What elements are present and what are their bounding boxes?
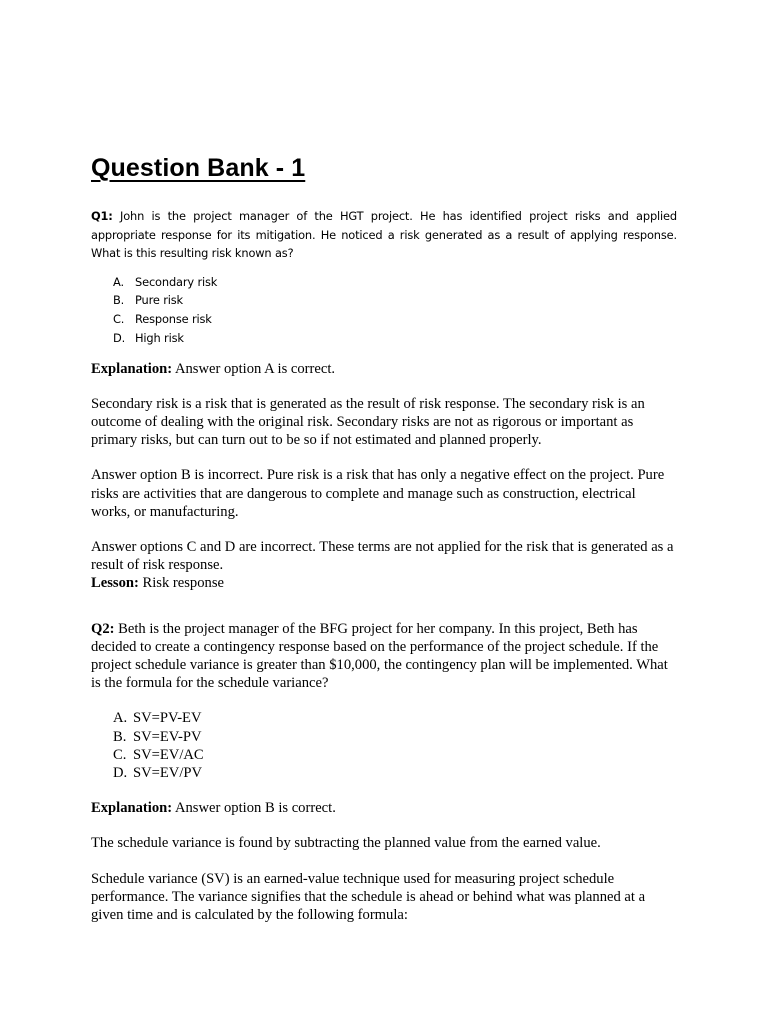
option-text: SV=PV-EV (133, 710, 202, 727)
explanation-paragraph: Answer options C and D are incorrect. These terms are not applied for the risk that is generated as a result of risk response. (91, 539, 674, 574)
explanation-paragraph: Answer option B is incorrect. Pure risk is a risk that has only a negative effect on the project. Pure risks are activities that are dangerous to complete and manage such as construction, electrical works, or manufacturing. (91, 467, 665, 520)
option-letter: C. (113, 312, 125, 327)
option-item (113, 273, 677, 292)
explanation-label: Explanation: (91, 800, 173, 817)
option-item (113, 310, 677, 329)
option-item (113, 746, 677, 764)
option-item (113, 764, 677, 782)
lesson (91, 574, 677, 592)
explanation-paragraph: Schedule variance (SV) is an earned-value technique used for measuring project schedule performance. The variance signifies that the schedule is ahead or behind what was planned at a given time and is calculated by the following formula: (91, 870, 646, 924)
option-item (113, 709, 677, 727)
explanation (91, 799, 677, 817)
explanation (91, 360, 677, 378)
option-text: SV=EV-PV (133, 728, 202, 745)
explanation-text: Answer option A is correct. (172, 360, 336, 377)
option-letter: A. (113, 274, 124, 289)
option-letter: B. (113, 293, 125, 308)
option-item (113, 728, 677, 746)
page-title: Question Bank - 1 (91, 154, 306, 182)
option-text: Secondary risk (135, 274, 218, 289)
option-letter: D. (113, 765, 128, 782)
option-text: Response risk (135, 312, 212, 327)
question-2-prefix: Q2: (91, 620, 115, 637)
option-letter: C. (113, 746, 127, 763)
option-item (113, 329, 677, 348)
lesson-text: Risk response (138, 575, 224, 592)
question-2 (91, 620, 677, 693)
option-text: High risk (135, 330, 184, 345)
question-1-prefix: Q1: (91, 209, 113, 223)
option-letter: A. (113, 710, 128, 727)
option-text: Pure risk (135, 293, 183, 308)
option-text: SV=EV/AC (133, 746, 204, 763)
option-letter: B. (113, 728, 127, 745)
question-1-text: John is the project manager of the HGT project. He has identified project risks and applied appropriate response for its mitigation. He noticed a risk generated as a result of applying response. What is this resulting risk known as? (91, 209, 677, 261)
option-item (113, 291, 677, 310)
question-1-answer (91, 348, 677, 593)
explanation-paragraph: Secondary risk is a risk that is generated as the result of risk response. The secondary risk is an outcome of dealing with the original risk. Secondary risks are not as rigorous or important as primary risks, but can turn out to be so if not estimated and planned properly. (91, 395, 645, 449)
question-2-text: Beth is the project manager of the BFG project for her company. In this project, Beth has decided to create a contingency response based on the performance of the project schedule. If the project schedule variance is greater than $10,000, the contingency plan will be implemented. What is the formula for the schedule variance? (91, 620, 668, 692)
explanation-label: Explanation: (91, 360, 173, 377)
explanation-text: Answer option B is correct. (172, 800, 336, 817)
question-1 (91, 207, 677, 263)
question-2-options (91, 709, 677, 782)
option-letter: D. (113, 330, 126, 345)
lesson-label: Lesson: (91, 575, 139, 592)
document-page (91, 150, 677, 924)
explanation-paragraph: The schedule variance is found by subtracting the planned value from the earned value. (91, 835, 601, 852)
question-1-options (91, 273, 677, 348)
question-2-block (91, 593, 677, 925)
option-text: SV=EV/PV (133, 765, 203, 782)
